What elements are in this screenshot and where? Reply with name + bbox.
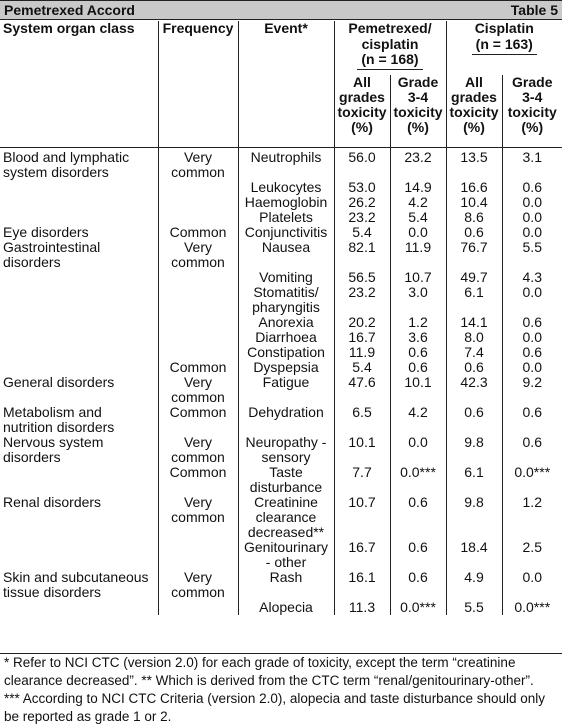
table-row xyxy=(0,180,562,195)
cis-all-grades-cell: 14.1 xyxy=(446,315,502,330)
frequency-cell: Common xyxy=(158,225,238,240)
cis-all-grades-cell: 0.6 xyxy=(446,360,502,375)
cis-grade-3-4-cell: 0.0*** xyxy=(502,600,562,615)
pem-cis-grade-3-4-cell: 11.9 xyxy=(390,240,446,270)
group2-n: (n = 163) xyxy=(472,36,537,55)
pem-cis-grade-3-4-cell: 0.0 xyxy=(390,225,446,240)
table-header xyxy=(0,21,562,147)
frequency-cell: Very common xyxy=(158,495,238,540)
pem-cis-grade-3-4-cell: 0.0*** xyxy=(390,600,446,615)
cis-all-grades-cell: 5.5 xyxy=(446,600,502,615)
header-frequency: Frequency xyxy=(158,21,238,75)
pem-cis-grade-3-4-cell: 23.2 xyxy=(390,147,446,180)
event-cell: Platelets xyxy=(238,210,334,225)
system-organ-class-cell xyxy=(0,270,158,285)
frequency-cell xyxy=(158,285,238,315)
frequency-cell: Common xyxy=(158,360,238,375)
event-cell: Anorexia xyxy=(238,315,334,330)
frequency-cell xyxy=(158,330,238,345)
event-cell: Neutrophils xyxy=(238,147,334,180)
table-body xyxy=(0,147,562,615)
pem-cis-all-grades-cell: 20.2 xyxy=(334,315,390,330)
cis-grade-3-4-cell: 2.5 xyxy=(502,540,562,570)
frequency-cell xyxy=(158,180,238,195)
event-cell: Fatigue xyxy=(238,375,334,405)
frequency-cell: Very common xyxy=(158,240,238,270)
event-cell: Haemoglobin xyxy=(238,195,334,210)
event-cell: Taste disturbance xyxy=(238,465,334,495)
cis-grade-3-4-cell: 0.6 xyxy=(502,345,562,360)
pem-cis-grade-3-4-cell: 4.2 xyxy=(390,195,446,210)
event-cell: Constipation xyxy=(238,345,334,360)
pem-cis-all-grades-cell: 11.9 xyxy=(334,345,390,360)
frequency-cell xyxy=(158,345,238,360)
group-label-line2: cisplatin (n = 168) xyxy=(357,36,422,70)
pem-cis-grade-3-4-cell: 14.9 xyxy=(390,180,446,195)
pem-cis-grade-3-4-cell: 0.6 xyxy=(390,540,446,570)
document-title: Pemetrexed Accord xyxy=(4,2,135,18)
table-row xyxy=(0,405,562,435)
system-organ-class-cell: Gastrointestinal disorders xyxy=(3,239,101,270)
pem-cis-grade-3-4-cell: 5.4 xyxy=(390,210,446,225)
event-cell: Genitourinary - other xyxy=(238,540,334,570)
pem-cis-all-grades-cell: 16.1 xyxy=(334,570,390,600)
cis-all-grades-cell: 9.8 xyxy=(446,495,502,540)
pem-cis-all-grades-cell: 11.3 xyxy=(334,600,390,615)
pem-cis-all-grades-cell: 5.4 xyxy=(334,225,390,240)
frequency-cell xyxy=(158,600,238,615)
pem-cis-all-grades-cell: 23.2 xyxy=(334,285,390,315)
pem-cis-all-grades-cell: 10.7 xyxy=(334,495,390,540)
cis-grade-3-4-cell: 0.6 xyxy=(502,405,562,435)
table-row xyxy=(0,435,562,465)
pem-cis-grade-3-4-cell: 10.1 xyxy=(390,375,446,405)
pem-cis-grade-3-4-cell: 3.6 xyxy=(390,330,446,345)
pem-cis-grade-3-4-cell: 0.6 xyxy=(390,570,446,600)
cis-all-grades-cell: 9.8 xyxy=(446,435,502,465)
header-grade-3-4-pem-cis: Grade 3-4 toxicity (%) xyxy=(390,75,446,147)
cis-all-grades-cell: 42.3 xyxy=(446,375,502,405)
system-organ-class-cell: Renal disorders xyxy=(3,494,102,510)
cis-all-grades-cell: 8.0 xyxy=(446,330,502,345)
system-organ-class-cell xyxy=(0,180,158,195)
table-row xyxy=(0,360,562,375)
pem-cis-all-grades-cell: 5.4 xyxy=(334,360,390,375)
cis-all-grades-cell: 49.7 xyxy=(446,270,502,285)
pem-cis-all-grades-cell: 47.6 xyxy=(334,375,390,405)
cis-grade-3-4-cell: 4.3 xyxy=(502,270,562,285)
table-title-bar xyxy=(0,0,562,20)
pem-cis-grade-3-4-cell: 0.6 xyxy=(390,345,446,360)
table-row xyxy=(0,345,562,360)
pem-cis-all-grades-cell: 10.1 xyxy=(334,435,390,465)
frequency-cell: Very common xyxy=(158,375,238,405)
cis-all-grades-cell: 4.9 xyxy=(446,570,502,600)
frequency-cell: Very common xyxy=(158,570,238,600)
cis-grade-3-4-cell: 5.5 xyxy=(502,240,562,270)
cis-grade-3-4-cell: 0.6 xyxy=(502,315,562,330)
toxicity-table xyxy=(0,21,562,615)
event-cell: Vomiting xyxy=(238,270,334,285)
pem-cis-all-grades-cell: 16.7 xyxy=(334,540,390,570)
table-row xyxy=(0,540,562,570)
group-label-line1: Pemetrexed/ xyxy=(348,21,432,36)
cis-all-grades-cell: 0.6 xyxy=(446,225,502,240)
system-organ-class-cell xyxy=(0,285,158,315)
cis-grade-3-4-cell: 0.0 xyxy=(502,210,562,225)
table-row xyxy=(0,147,562,180)
system-organ-class-cell: Skin and subcutaneous tissue disorders xyxy=(3,569,149,600)
header-event: Event* xyxy=(238,21,334,75)
system-organ-class-cell: Blood and lymphatic system disorders xyxy=(3,148,130,180)
footnotes xyxy=(0,653,562,726)
table-number: Table 5 xyxy=(510,2,558,18)
event-cell: Diarrhoea xyxy=(238,330,334,345)
pem-cis-grade-3-4-cell: 0.6 xyxy=(390,495,446,540)
system-organ-class-cell xyxy=(0,330,158,345)
event-cell: Nausea xyxy=(238,240,334,270)
event-cell: Stomatitis/ pharyngitis xyxy=(238,285,334,315)
table-row xyxy=(0,195,562,210)
cis-grade-3-4-cell: 0.0 xyxy=(502,330,562,345)
table-row xyxy=(0,285,562,315)
event-cell: Creatinine clearance decreased** xyxy=(238,495,334,540)
header-group-cisplatin xyxy=(446,21,562,75)
pem-cis-grade-3-4-cell: 0.0 xyxy=(390,435,446,465)
event-cell: Dyspepsia xyxy=(238,360,334,375)
pem-cis-grade-3-4-cell: 0.0*** xyxy=(390,465,446,495)
cis-all-grades-cell: 0.6 xyxy=(446,405,502,435)
header-soc: System organ class xyxy=(3,21,135,36)
header-grade-3-4-cis: Grade 3-4 toxicity (%) xyxy=(502,75,562,147)
table-row xyxy=(0,495,562,540)
cis-grade-3-4-cell: 0.0 xyxy=(502,195,562,210)
cis-all-grades-cell: 6.1 xyxy=(446,285,502,315)
cis-all-grades-cell: 16.6 xyxy=(446,180,502,195)
cis-grade-3-4-cell: 0.0 xyxy=(502,570,562,600)
pem-cis-grade-3-4-cell: 3.0 xyxy=(390,285,446,315)
header-all-grades-pem-cis: All grades toxicity (%) xyxy=(334,75,390,147)
table-row xyxy=(0,225,562,240)
frequency-cell xyxy=(158,195,238,210)
header-all-grades-cis: All grades toxicity (%) xyxy=(446,75,502,147)
cis-grade-3-4-cell: 0.0 xyxy=(502,225,562,240)
cis-grade-3-4-cell: 0.6 xyxy=(502,435,562,465)
table-row xyxy=(0,570,562,600)
event-cell: Rash xyxy=(238,570,334,600)
frequency-cell: Very common xyxy=(158,147,238,180)
pem-cis-all-grades-cell: 56.5 xyxy=(334,270,390,285)
event-cell: Neuropathy - sensory xyxy=(238,435,334,465)
cis-all-grades-cell: 10.4 xyxy=(446,195,502,210)
frequency-cell xyxy=(158,270,238,285)
cis-grade-3-4-cell: 0.0*** xyxy=(502,465,562,495)
table-row xyxy=(0,375,562,405)
table-row xyxy=(0,600,562,615)
cis-grade-3-4-cell: 0.6 xyxy=(502,180,562,195)
system-organ-class-cell: General disorders xyxy=(3,374,115,390)
table-row xyxy=(0,240,562,270)
frequency-cell: Very common xyxy=(158,435,238,465)
cis-grade-3-4-cell: 0.0 xyxy=(502,285,562,315)
footnote: *** According to NCI CTC Criteria (version 2.0), alopecia and taste disturbance should only be reported as grade 1 or 2. xyxy=(4,691,546,724)
table-row xyxy=(0,210,562,225)
cis-all-grades-cell: 7.4 xyxy=(446,345,502,360)
pem-cis-all-grades-cell: 53.0 xyxy=(334,180,390,195)
pem-cis-all-grades-cell: 23.2 xyxy=(334,210,390,225)
event-cell: Conjunctivitis xyxy=(238,225,334,240)
system-organ-class-cell xyxy=(0,210,158,225)
table-row xyxy=(0,465,562,495)
header-group-pemetrexed-cisplatin xyxy=(334,21,446,75)
cis-grade-3-4-cell: 1.2 xyxy=(502,495,562,540)
system-organ-class-cell xyxy=(0,345,158,360)
pem-cis-grade-3-4-cell: 10.7 xyxy=(390,270,446,285)
system-organ-class-cell xyxy=(0,540,158,570)
pem-cis-grade-3-4-cell: 1.2 xyxy=(390,315,446,330)
table-row xyxy=(0,330,562,345)
frequency-cell: Common xyxy=(158,405,238,435)
cis-all-grades-cell: 18.4 xyxy=(446,540,502,570)
system-organ-class-cell xyxy=(0,360,158,375)
cis-grade-3-4-cell: 3.1 xyxy=(502,147,562,180)
event-cell: Leukocytes xyxy=(238,180,334,195)
pem-cis-all-grades-cell: 26.2 xyxy=(334,195,390,210)
pem-cis-all-grades-cell: 82.1 xyxy=(334,240,390,270)
system-organ-class-cell xyxy=(0,465,158,495)
event-cell: Alopecia xyxy=(238,600,334,615)
cis-grade-3-4-cell: 9.2 xyxy=(502,375,562,405)
frequency-cell xyxy=(158,540,238,570)
pem-cis-all-grades-cell: 56.0 xyxy=(334,147,390,180)
system-organ-class-cell xyxy=(0,600,158,615)
table-row xyxy=(0,270,562,285)
cis-all-grades-cell: 8.6 xyxy=(446,210,502,225)
pem-cis-all-grades-cell: 16.7 xyxy=(334,330,390,345)
group2-label: Cisplatin xyxy=(474,21,534,36)
system-organ-class-cell: Nervous system disorders xyxy=(3,434,104,465)
system-organ-class-cell xyxy=(0,315,158,330)
cis-grade-3-4-cell: 0.0 xyxy=(502,360,562,375)
system-organ-class-cell: Metabolism and nutrition disorders xyxy=(3,404,115,435)
pem-cis-all-grades-cell: 6.5 xyxy=(334,405,390,435)
system-organ-class-cell xyxy=(0,195,158,210)
pem-cis-all-grades-cell: 7.7 xyxy=(334,465,390,495)
pem-cis-grade-3-4-cell: 4.2 xyxy=(390,405,446,435)
cis-all-grades-cell: 6.1 xyxy=(446,465,502,495)
event-cell: Dehydration xyxy=(238,405,334,435)
pem-cis-grade-3-4-cell: 0.6 xyxy=(390,360,446,375)
frequency-cell xyxy=(158,210,238,225)
footnote: * Refer to NCI CTC (version 2.0) for each grade of toxicity, except the term “creatinine clearance decreased”. ** Which is derived from the CTC term “renal/genitourinary-other”. xyxy=(4,655,534,688)
frequency-cell xyxy=(158,315,238,330)
frequency-cell: Common xyxy=(158,465,238,495)
cis-all-grades-cell: 76.7 xyxy=(446,240,502,270)
cis-all-grades-cell: 13.5 xyxy=(446,147,502,180)
system-organ-class-cell: Eye disorders xyxy=(3,224,89,240)
table-row xyxy=(0,315,562,330)
